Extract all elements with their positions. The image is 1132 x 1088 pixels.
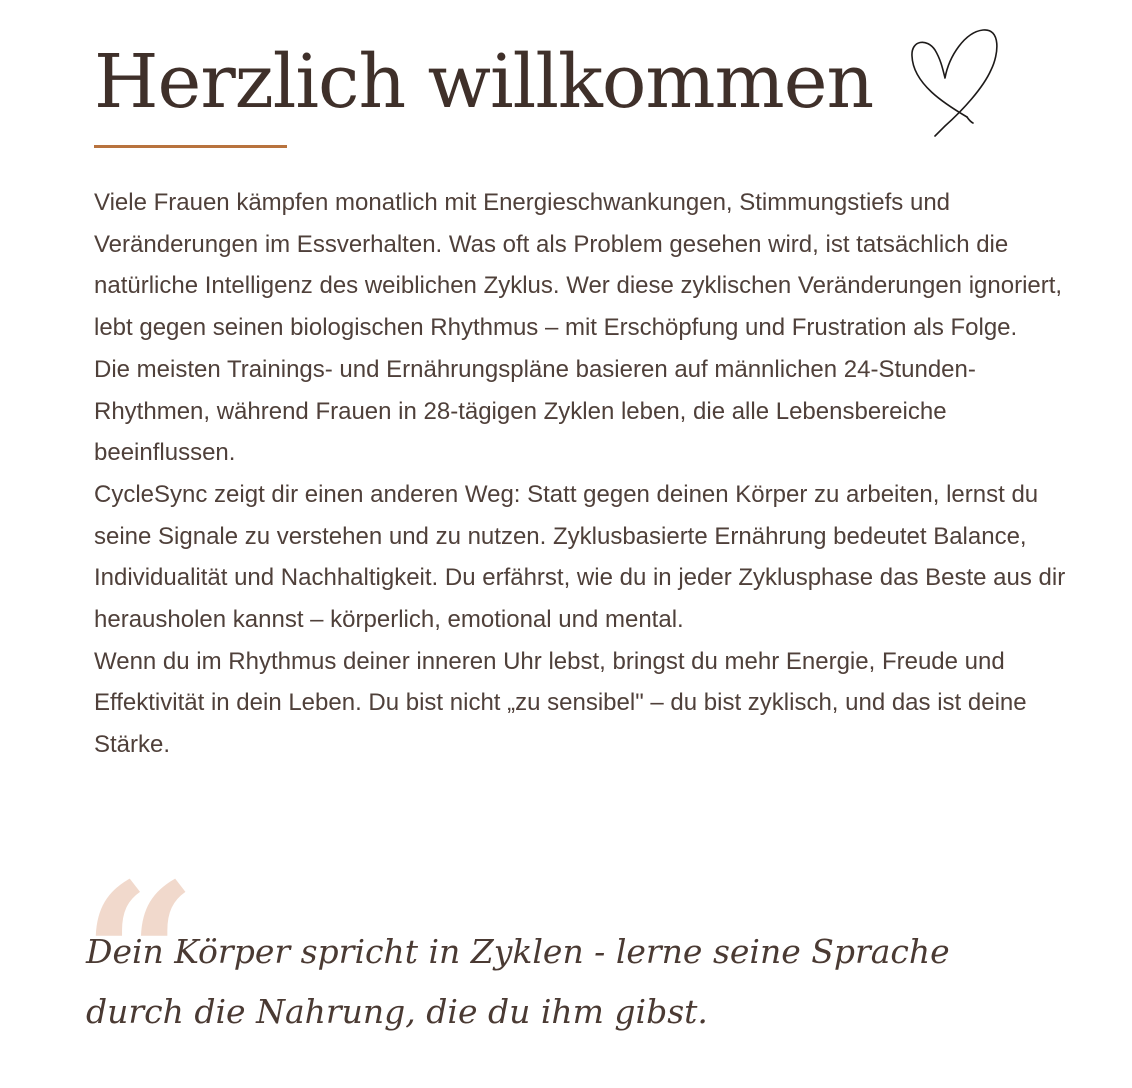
quote-mark-icon: “ — [82, 840, 198, 1075]
heart-icon — [905, 26, 1005, 158]
intro-paragraph: Die meisten Trainings- und Ernährungspläne basieren auf männlichen 24-Stunden-Rhythmen, während Frauen in 28-tägigen Zyklen leben, die alle Lebensbereiche beeinflussen. — [94, 355, 976, 467]
intro-paragraph: CycleSync zeigt dir einen anderen Weg: Statt gegen deinen Körper zu arbeiten, lernst du seine Signale zu verstehen und zu nutzen. Zyklusbasierte Ernährung bedeutet Balance, Individualität und Nachhaltigkeit. Du erfährst, wie du in jeder Zyklusphase das Beste aus dir herausholen kannst – körperlich, emotional und mental. — [94, 480, 1066, 634]
quote-text: Dein Körper spricht in Zyklen - lerne seine Sprache durch die Nahrung, die du ihm gibst. — [86, 932, 950, 1031]
title-underline — [94, 145, 287, 148]
intro-paragraph: Viele Frauen kämpfen monatlich mit Energieschwankungen, Stimmungstiefs und Veränderungen im Essverhalten. Was oft als Problem gesehen wird, ist tatsächlich die natürliche Intelligenz des weiblichen Zyklus. Wer diese zyklischen Veränderungen ignoriert, lebt gegen seinen biologischen Rhythmus – mit Erschöpfung und Frustration als Folge. — [94, 189, 1063, 342]
intro-text — [94, 182, 1084, 766]
page-title: Herzlich willkommen — [94, 39, 874, 125]
intro-paragraph: Wenn du im Rhythmus deiner inneren Uhr lebst, bringst du mehr Energie, Freude und Effektivität in dein Leben. Du bist nicht „zu sensibel" – du bist zyklisch, und das ist deine Stärke. — [94, 647, 1027, 759]
